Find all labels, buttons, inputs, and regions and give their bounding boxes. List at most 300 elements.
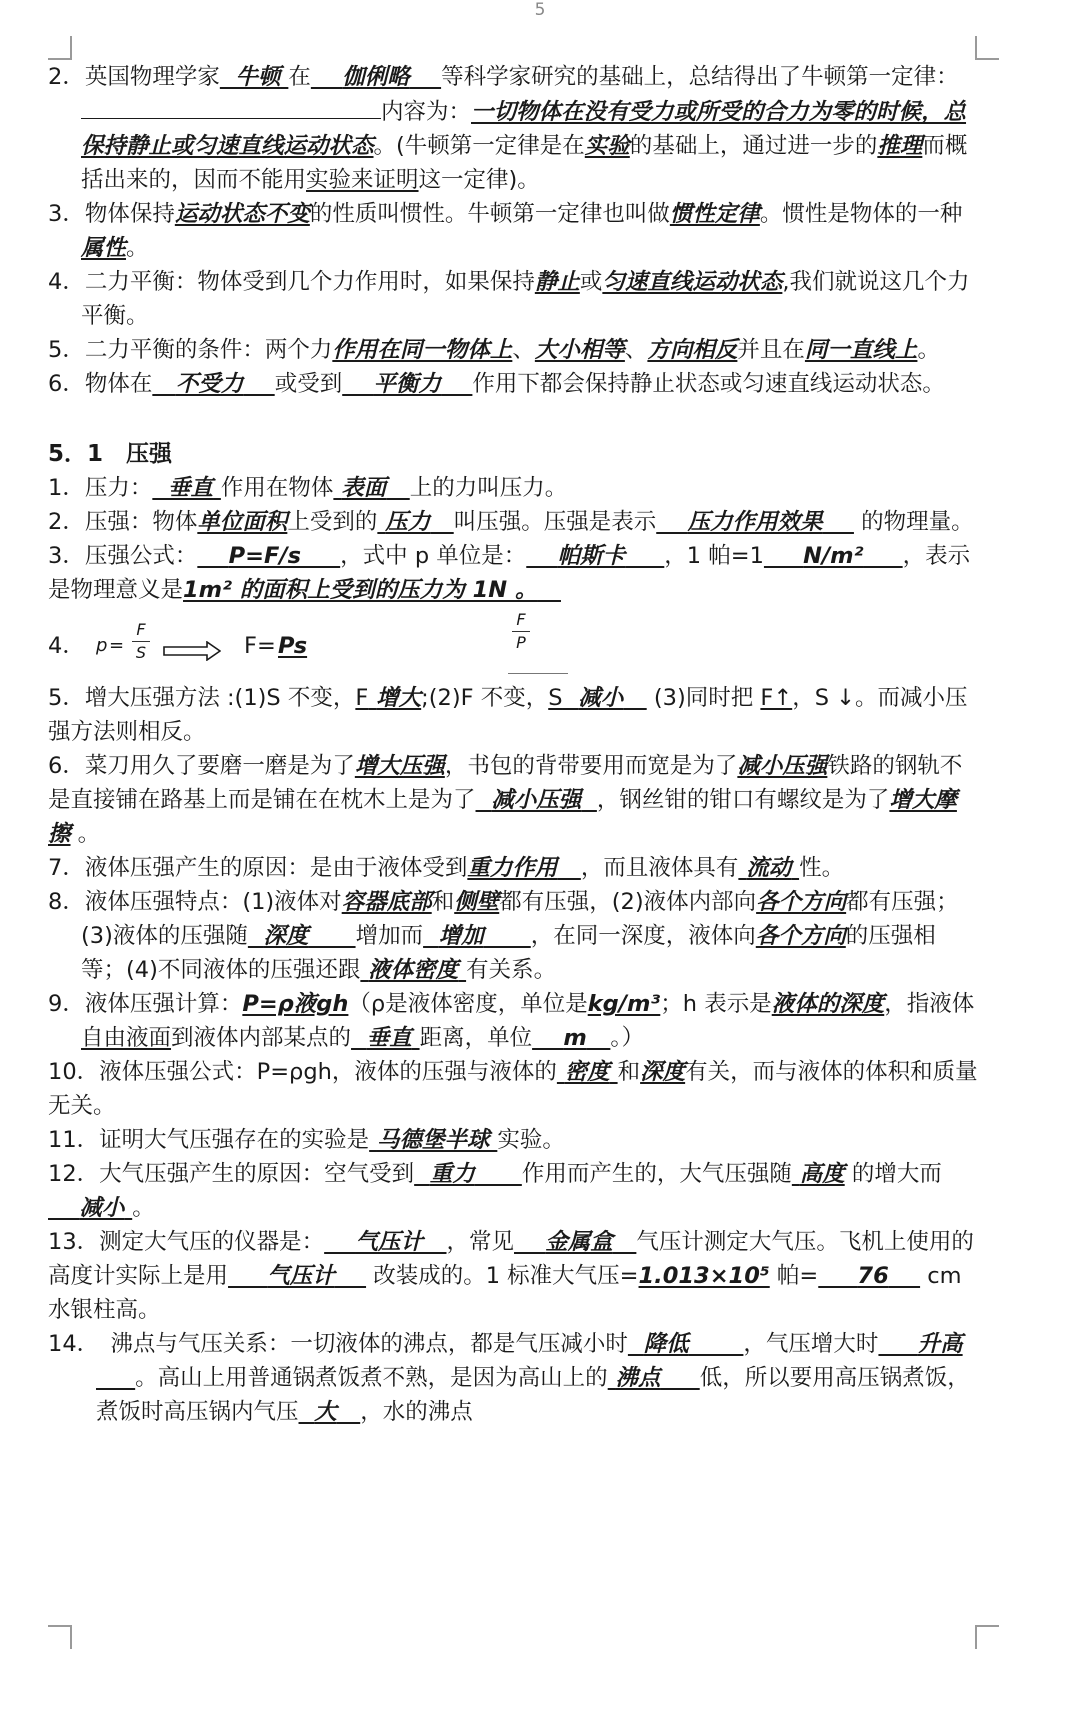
answer-pad: [228, 1263, 267, 1289]
answer-pad: [96, 1365, 135, 1391]
corner-mark-top-left: [48, 36, 72, 60]
answer-text: 不受力: [175, 371, 244, 397]
document-body: [48, 60, 978, 1429]
answer-text: 平衡力: [373, 371, 442, 397]
answer-pad: [587, 1025, 611, 1051]
answer: [557, 1059, 618, 1085]
answer-pad: [342, 371, 373, 397]
list-item: [48, 851, 978, 885]
answer-pad: [791, 855, 799, 881]
text-run: 2．英国物理学家: [48, 64, 220, 90]
answer: [342, 889, 432, 915]
answer: [152, 371, 274, 397]
text-run: 低，所以要用高压锅煮饭，煮饭时高压锅内气压: [96, 1365, 970, 1425]
answer-pad: [623, 685, 647, 711]
newton-law-list: [48, 60, 978, 401]
answer: [756, 889, 846, 915]
answer-pad: [351, 1025, 367, 1051]
answer: [351, 1025, 420, 1051]
text-run: 。: [132, 1195, 155, 1221]
answer-pad: [423, 1229, 447, 1255]
answer-pad: [324, 1229, 355, 1255]
section-heading: 5．1 压强: [48, 441, 173, 467]
answer-pad: [764, 543, 803, 569]
text-run: 5．二力平衡的条件：两个力: [48, 337, 333, 363]
answer-text: 增加: [438, 923, 484, 949]
text-run: 。(牛顿第一定律是在: [373, 133, 585, 159]
text-run: 。: [126, 235, 149, 261]
text-run: 的压强相等；(4)不同液体的压强还跟: [81, 923, 936, 983]
answer-text: 重力: [429, 1161, 475, 1187]
answer-pad: [689, 1331, 744, 1357]
answer-pad: [430, 509, 454, 535]
text-run: 、: [512, 337, 535, 363]
answer-text: 容器底部: [341, 889, 432, 915]
answer: [608, 1365, 700, 1391]
answer-text: 匀速直线运动状态: [602, 269, 783, 295]
text-run: 的基础上，通过进一步的: [629, 133, 878, 159]
pressure-list-part1: [48, 471, 978, 607]
answer-text: 单位面积: [197, 509, 288, 535]
text-run: 6．物体在: [48, 371, 153, 397]
fraction-f-over-s: [132, 619, 150, 664]
list-item: [48, 471, 978, 505]
text-run: 气压计测定大气压。飞机上使用的高度计实际上是用: [48, 1229, 974, 1289]
answer-pad: [386, 475, 410, 501]
answer: [792, 1161, 845, 1187]
text-run: 到液体内部某点的: [171, 1025, 352, 1051]
text-run: ，水的沸点: [360, 1399, 473, 1425]
answer-pad: [563, 685, 579, 711]
answer-text: 伽俐略: [342, 64, 410, 90]
answer: [588, 991, 661, 1017]
pressure-list-part2: [48, 681, 978, 1429]
answer: [526, 543, 664, 569]
answer-text: 增大摩擦: [48, 787, 957, 847]
answer: [764, 543, 903, 569]
answer: [299, 1399, 361, 1425]
text-run: 13．测定大气压的仪器是：: [48, 1229, 325, 1255]
answer: [585, 133, 630, 159]
text-run: 上的力叫压力。: [409, 475, 568, 501]
answer: [355, 753, 445, 779]
underlined-text: S: [548, 685, 563, 711]
answer-text: 属性: [81, 235, 127, 261]
text-run: 2．压强：物体: [48, 509, 198, 535]
answer-pad: [213, 475, 221, 501]
answer-text: 76: [857, 1263, 889, 1289]
answer-pad: [863, 543, 902, 569]
answer-text: m: [563, 1025, 587, 1051]
fill-blank: [81, 94, 381, 119]
answer-pad: [197, 543, 228, 569]
text-run: 在: [288, 64, 311, 90]
text-run: 距离，单位: [419, 1025, 533, 1051]
answer: [738, 855, 799, 881]
answer-pad: [610, 1059, 618, 1085]
answer-pad: [152, 475, 168, 501]
answer-pad: [484, 923, 531, 949]
text-run: 这一定律)。: [418, 167, 540, 193]
list-item: [48, 885, 978, 987]
answer: [152, 475, 221, 501]
answer: [639, 1263, 770, 1289]
answer-pad: [581, 787, 597, 813]
text-run: 7．液体压强产生的原因：是由于液体受到: [48, 855, 468, 881]
text-run: 。高山上用普通锅煮饭煮不熟，是因为高山上的: [135, 1365, 608, 1391]
answer: [369, 1127, 497, 1153]
text-run: (3)同时把: [646, 685, 761, 711]
list-item: [48, 987, 978, 1055]
text-run: 作用在物体: [220, 475, 334, 501]
answer-pad: [823, 509, 854, 535]
text-run: 都有压强，(2)液体内部向: [499, 889, 757, 915]
text-run: 并且在: [737, 337, 805, 363]
answer: [818, 1263, 920, 1289]
answer-text: 表面: [341, 475, 387, 501]
answer: [48, 1195, 132, 1221]
answer-text: 密度: [564, 1059, 610, 1085]
text-run: 作用而产生的，大气压强随: [521, 1161, 792, 1187]
result-label: F=: [244, 633, 276, 659]
text-run: 3．压强公式：: [48, 543, 198, 569]
text-run: 14． 沸点与气压关系：一切液体的沸点，都是气压减小时: [48, 1331, 628, 1357]
answer-pad: [309, 923, 356, 949]
answer: [197, 509, 287, 535]
page-number: 5: [534, 0, 546, 20]
list-item: [48, 265, 978, 333]
answer: [423, 923, 531, 949]
answer-pad: [613, 1229, 637, 1255]
answer-pad: [423, 923, 439, 949]
text-run: 、: [624, 337, 648, 363]
answer: [324, 1229, 446, 1255]
text-run: 的性质叫惯性。牛顿第一定律也叫做: [309, 201, 670, 227]
answer-text: 气压计: [355, 1229, 423, 1255]
answer: [377, 509, 453, 535]
answer: [647, 337, 737, 363]
answer-pad: [414, 1161, 430, 1187]
answer: [414, 1161, 522, 1187]
underlined-text: F↑: [760, 685, 793, 711]
answer-text: 降低: [643, 1331, 689, 1357]
answer-text: 沸点: [615, 1365, 661, 1391]
answer-pad: [458, 957, 466, 983]
list-item: [48, 1123, 978, 1157]
answer: [737, 753, 827, 779]
text-run: 11．证明大气压强存在的实验是: [48, 1127, 370, 1153]
answer-pad: [608, 1365, 616, 1391]
fraction-denominator: P: [516, 633, 526, 652]
answer: [342, 371, 472, 397]
answer: [332, 337, 512, 363]
text-run: 或: [579, 269, 603, 295]
fraction-numerator: F: [136, 620, 146, 639]
answer: [183, 577, 561, 603]
text-run: 作用下都会保持静止状态或匀速直线运动状态。: [472, 371, 945, 397]
text-run: ，常见: [446, 1229, 515, 1255]
item-number: 4．: [48, 633, 85, 659]
text-run: 5．增大压强方法 :(1)S 不变，: [48, 685, 356, 711]
answer: [197, 543, 340, 569]
answer: [476, 787, 597, 813]
answer: [535, 337, 625, 363]
answer-pad: [537, 577, 561, 603]
answer-text: 大小相等: [534, 337, 625, 363]
list-item: [48, 1327, 978, 1429]
answer-pad: [299, 1399, 315, 1425]
answer: [454, 889, 499, 915]
answer-pad: [557, 1059, 565, 1085]
corner-mark-bottom-left: [48, 1625, 72, 1649]
list-item: [48, 1225, 978, 1327]
text-run: 或受到: [274, 371, 343, 397]
fraction-f-over-p: [512, 609, 530, 654]
answer: [81, 235, 126, 261]
answer-text: 减小压强: [737, 753, 828, 779]
answer-text: 增大压强: [354, 753, 445, 779]
answer: [532, 1025, 610, 1051]
answer: [563, 685, 647, 711]
answer-text: 各个方向: [756, 889, 847, 915]
text-run: 6．菜刀用久了要磨一磨是为了: [48, 753, 355, 779]
text-run: 增加而: [355, 923, 424, 949]
answer-text: 作用在同一物体上: [332, 337, 513, 363]
text-run: ，书包的背带要用而宽是为了: [444, 753, 738, 779]
answer-pad: [818, 1263, 857, 1289]
text-run: 性。: [799, 855, 845, 881]
answer-pad: [369, 1127, 377, 1153]
text-run: ，指液体: [884, 991, 975, 1017]
answer-pad: [441, 371, 472, 397]
text-run: 实验。: [497, 1127, 565, 1153]
answer: [248, 923, 356, 949]
answer-pad: [335, 1263, 366, 1289]
answer-text: 马德堡半球: [376, 1127, 490, 1153]
answer-pad: [514, 1229, 545, 1255]
answer-text: 推理: [877, 133, 923, 159]
text-run: ，S ↓。而减小压强方法则相反。: [48, 685, 968, 745]
answer-text: 压力: [385, 509, 431, 535]
answer: [772, 991, 885, 1017]
text-run: 。: [917, 337, 940, 363]
text-run: ，1 帕=1: [664, 543, 764, 569]
answer-pad: [243, 371, 274, 397]
text-run: 8．液体压强特点：(1)液体对: [48, 889, 342, 915]
underlined-text: 自由液面: [81, 1025, 172, 1051]
answer-pad: [661, 1365, 700, 1391]
list-item: [48, 1055, 978, 1123]
answer-text: 静止: [534, 269, 580, 295]
text-run: 都有压强；(3)液体的压强随: [81, 889, 959, 949]
underlined-text: 实验来证明: [306, 167, 419, 193]
answer-pad: [628, 1331, 644, 1357]
text-run: ，式中 p 单位是：: [340, 543, 527, 569]
text-run: 有关，而与液体的体积和质量无关。: [48, 1059, 978, 1119]
answer-text: 1.013×10⁵: [638, 1263, 770, 1289]
answer-text: 垂直: [366, 1025, 412, 1051]
answer-text: 运动状态不变: [174, 201, 310, 227]
text-run: 4．二力平衡：物体受到几个力作用时，如果保持: [48, 269, 535, 295]
answer-text: 实验: [584, 133, 630, 159]
answer-pad: [526, 543, 557, 569]
answer-text: 牛顿: [235, 64, 281, 90]
text-run: 而概括出来的，因而不能用: [81, 133, 968, 193]
answer: [602, 269, 782, 295]
answer-pad: [878, 1331, 917, 1357]
answer-text: kg/m³: [587, 991, 661, 1017]
list-item: [48, 539, 978, 607]
answer: [877, 133, 922, 159]
text-run: ;(2)F 不变，: [421, 685, 549, 711]
answer-text: P=ρ液gh: [242, 991, 349, 1017]
answer: [467, 855, 581, 881]
answer-pad: [311, 64, 342, 90]
answer: [175, 201, 310, 227]
answer-text: 增大: [376, 685, 422, 711]
fraction-numerator: F: [516, 610, 526, 629]
answer-pad: [889, 1263, 920, 1289]
answer-text: 侧壁: [454, 889, 500, 915]
result-answer-wrap: [278, 629, 416, 663]
text-run: ，表示是物理意义是: [48, 543, 971, 603]
answer-pad: [220, 64, 236, 90]
answer-pad: [625, 543, 664, 569]
text-run: 叫压强。压强是表示: [453, 509, 657, 535]
text-run: ，在同一深度，液体向: [530, 923, 756, 949]
text-run: 的物理量。: [853, 509, 974, 535]
answer: [670, 201, 760, 227]
answer: [311, 64, 441, 90]
text-run: 12．大气压强产生的原因：空气受到: [48, 1161, 415, 1187]
answer-pad: [412, 1025, 420, 1051]
formula-lhs: p: [96, 635, 108, 656]
text-run: 。）: [610, 1025, 645, 1051]
formula-item-4: [48, 610, 978, 677]
list-item: [48, 367, 978, 401]
answer: [640, 1059, 685, 1085]
answer-text: 金属盒: [545, 1229, 613, 1255]
answer: [535, 269, 580, 295]
answer-text: 1m² 的面积上受到的压力为 1N 。: [183, 577, 538, 603]
answer: [805, 337, 918, 363]
answer-pad: [337, 1399, 361, 1425]
text-run: 的增大而: [844, 1161, 942, 1187]
text-run: ；h 表示是: [660, 991, 772, 1017]
text-run: 等科学家研究的基础上，总结得出了牛顿第一定律：: [441, 64, 959, 90]
answer-text: 减小压强: [491, 787, 582, 813]
answer-text: 垂直: [168, 475, 214, 501]
answer: [514, 1229, 636, 1255]
answer-text: 大: [314, 1399, 337, 1425]
fraction-denominator: S: [135, 643, 147, 662]
text-run: 10．液体压强公式：P=ρgh，液体的压强与液体的: [48, 1059, 557, 1085]
answer-pad: [656, 509, 687, 535]
answer: [656, 509, 854, 535]
text-run: 有关系。: [466, 957, 557, 983]
answer-pad: [476, 787, 492, 813]
rule-line: [508, 673, 568, 674]
corner-mark-bottom-right: [975, 1625, 999, 1649]
answer-text: N/m²: [803, 543, 864, 569]
text-run: 改装成的。1 标准大气压=: [366, 1263, 639, 1289]
text-run: 。惯性是物体的一种: [759, 201, 963, 227]
answer-text: 液体的深度: [771, 991, 885, 1017]
answer: [333, 475, 409, 501]
text-run: ，气压增大时: [743, 1331, 879, 1357]
text-run: ,我们就说这几个力平衡。: [81, 269, 970, 329]
list-item: [48, 60, 978, 197]
text-run: 内容为：: [381, 99, 472, 125]
text-run: 和: [617, 1059, 641, 1085]
text-run: 帕=: [769, 1263, 819, 1289]
answer-pad: [410, 64, 441, 90]
text-run: cm 水银柱高。: [48, 1263, 962, 1323]
answer-text: 深度: [263, 923, 309, 949]
answer-text: 液体密度: [368, 957, 459, 983]
answer-pad: [301, 543, 340, 569]
corner-mark-top-right: [975, 36, 999, 60]
answer-text: 升高: [917, 1331, 963, 1357]
answer-text: 惯性定律: [669, 201, 760, 227]
text-run: 。: [70, 821, 101, 847]
text-run: 上受到的: [287, 509, 378, 535]
answer-text: 一切物体在没有受力或所受的合力为零的时候，总保持静止或匀速直线运动状态: [81, 99, 967, 159]
answer-pad: [532, 1025, 563, 1051]
answer: [628, 1331, 744, 1357]
answer-text: 气压计: [267, 1263, 335, 1289]
text-run: 3．物体保持: [48, 201, 175, 227]
answer-text: 重力作用: [467, 855, 558, 881]
text-run: 1．压力：: [48, 475, 153, 501]
answer-text: 方向相反: [647, 337, 738, 363]
text-run: ，而且液体具有: [580, 855, 739, 881]
underlined-text: F: [355, 685, 369, 711]
answer-pad: [48, 1195, 79, 1221]
answer-text: 减小: [79, 1195, 125, 1221]
answer-pad: [152, 371, 176, 397]
answer-text: 减小: [578, 685, 624, 711]
list-item: [48, 505, 978, 539]
answer: [242, 991, 348, 1017]
text-run: 铁路的钢轨不是直接铺在路基上而是铺在在枕木上是为了: [48, 753, 963, 813]
answer-text: 各个方向: [755, 923, 846, 949]
answer: [220, 64, 289, 90]
answer-pad: [557, 855, 581, 881]
text-run: ，钢丝钳的钳口有螺纹是为了: [596, 787, 890, 813]
double-arrow-icon: [163, 637, 221, 671]
answer-text: 帕斯卡: [557, 543, 626, 569]
answer-text: P=F/s: [228, 543, 301, 569]
answer: [756, 923, 846, 949]
answer-pad: [248, 923, 264, 949]
list-item: [48, 333, 978, 367]
answer-text: 压力作用效果: [687, 509, 823, 535]
answer: [368, 685, 421, 711]
answer-text: 高度: [799, 1161, 845, 1187]
answer-pad: [792, 1161, 800, 1187]
list-item: [48, 749, 978, 851]
answer: [360, 957, 466, 983]
list-item: [48, 1157, 978, 1225]
answer-text: 深度: [640, 1059, 686, 1085]
answer: [228, 1263, 366, 1289]
answer-pad: [368, 685, 376, 711]
answer-text: 流动: [746, 855, 792, 881]
text-run: 和: [431, 889, 455, 915]
list-item: [48, 197, 978, 265]
answer-pad: [475, 1161, 522, 1187]
